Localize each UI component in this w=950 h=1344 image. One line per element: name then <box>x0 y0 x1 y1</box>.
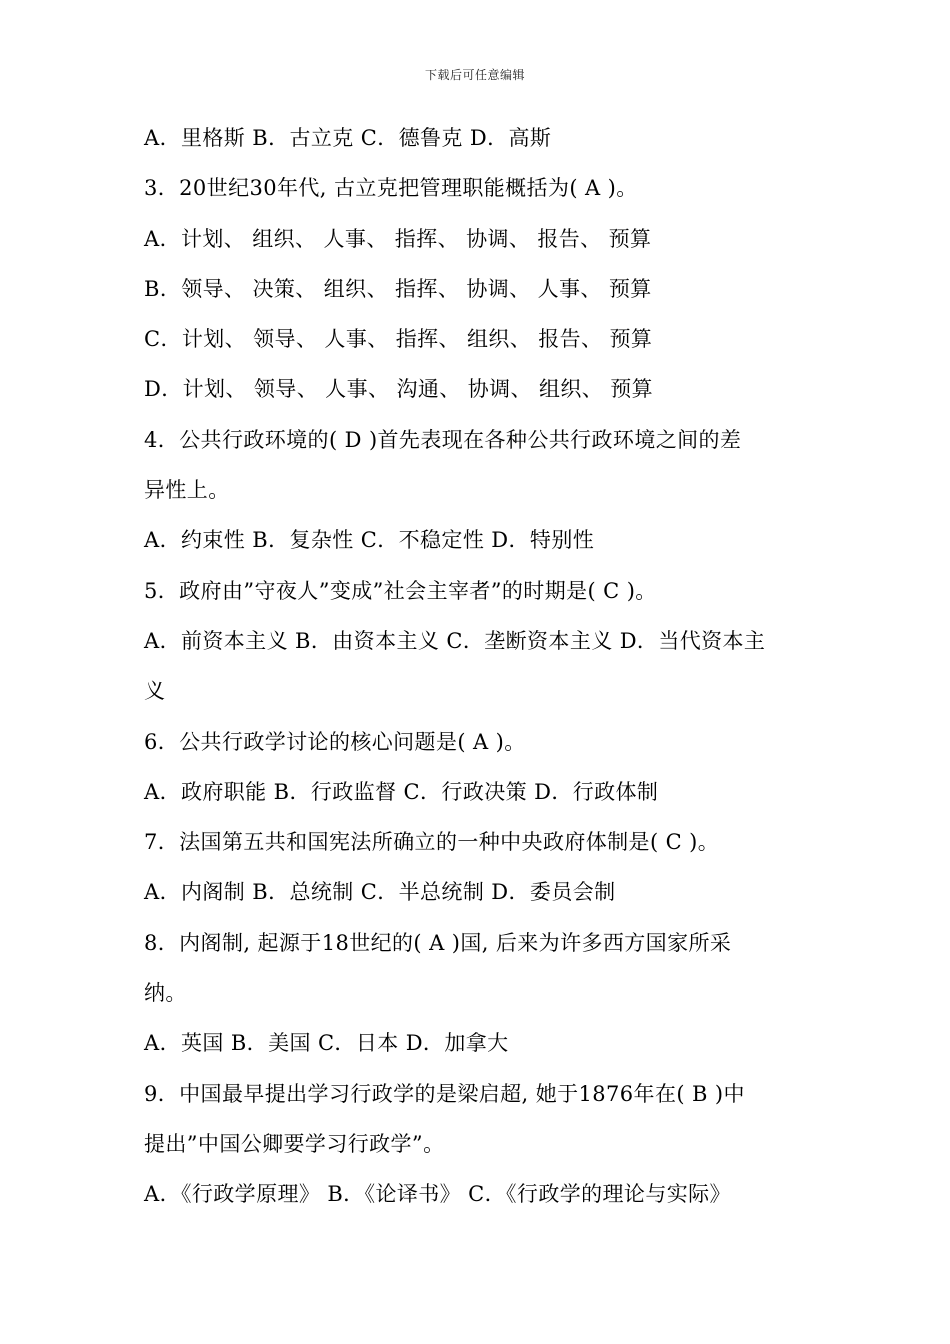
text-line: 6．公共行政学讨论的核心问题是( A )。 <box>144 729 526 754</box>
text-line: 5．政府由”守夜人”变成”社会主宰者”的时期是( C )。 <box>144 578 657 603</box>
text-line: A．内阁制 B．总统制 C．半总统制 D．委员会制 <box>144 880 616 905</box>
text-line: A．里格斯 B．古立克 C．德鲁克 D．高斯 <box>144 126 552 150</box>
text-line: 7．法国第五共和国宪法所确立的一种中央政府体制是( C )。 <box>144 830 720 855</box>
text-line: B．领导、 决策、 组织、 指挥、 协调、 人事、 预算 <box>144 276 652 301</box>
text-line: 异性上。 <box>144 478 230 503</box>
text-line: A．计划、 组织、 人事、 指挥、 协调、 报告、 预算 <box>144 226 652 251</box>
text-line: A．约束性 B．复杂性 C．不稳定性 D．特别性 <box>144 528 595 553</box>
text-line: A．前资本主义 B．由资本主义 C．垄断资本主义 D．当代资本主 <box>144 628 766 653</box>
text-line: A．英国 B．美国 C．日本 D．加拿大 <box>144 1031 509 1056</box>
document-body <box>144 118 812 1225</box>
page-header-note: 下载后可任意编辑 <box>424 68 525 82</box>
text-line: 3．20世纪30年代, 古立克把管理职能概括为( A )。 <box>144 176 638 201</box>
text-line: 8．内阁制, 起源于18世纪的( A )国, 后来为许多西方国家所采 <box>144 930 732 955</box>
text-line: 纳。 <box>144 981 187 1006</box>
text-line: A．《行政学原理》 B．《论译书》 C．《行政学的理论与实际》 <box>144 1182 731 1207</box>
text-line: 义 <box>144 679 166 704</box>
text-line: 4．公共行政环境的( D )首先表现在各种公共行政环境之间的差 <box>144 427 742 452</box>
text-line: A．政府职能 B．行政监督 C．行政决策 D．行政体制 <box>144 779 659 804</box>
text-line: 9．中国最早提出学习行政学的是梁启超, 她于1876年在( B )中 <box>144 1081 745 1106</box>
text-line: C．计划、 领导、 人事、 指挥、 组织、 报告、 预算 <box>144 327 653 352</box>
text-line: D．计划、 领导、 人事、 沟通、 协调、 组织、 预算 <box>144 377 654 402</box>
text-line: 提出”中国公卿要学习行政学”。 <box>144 1131 445 1156</box>
